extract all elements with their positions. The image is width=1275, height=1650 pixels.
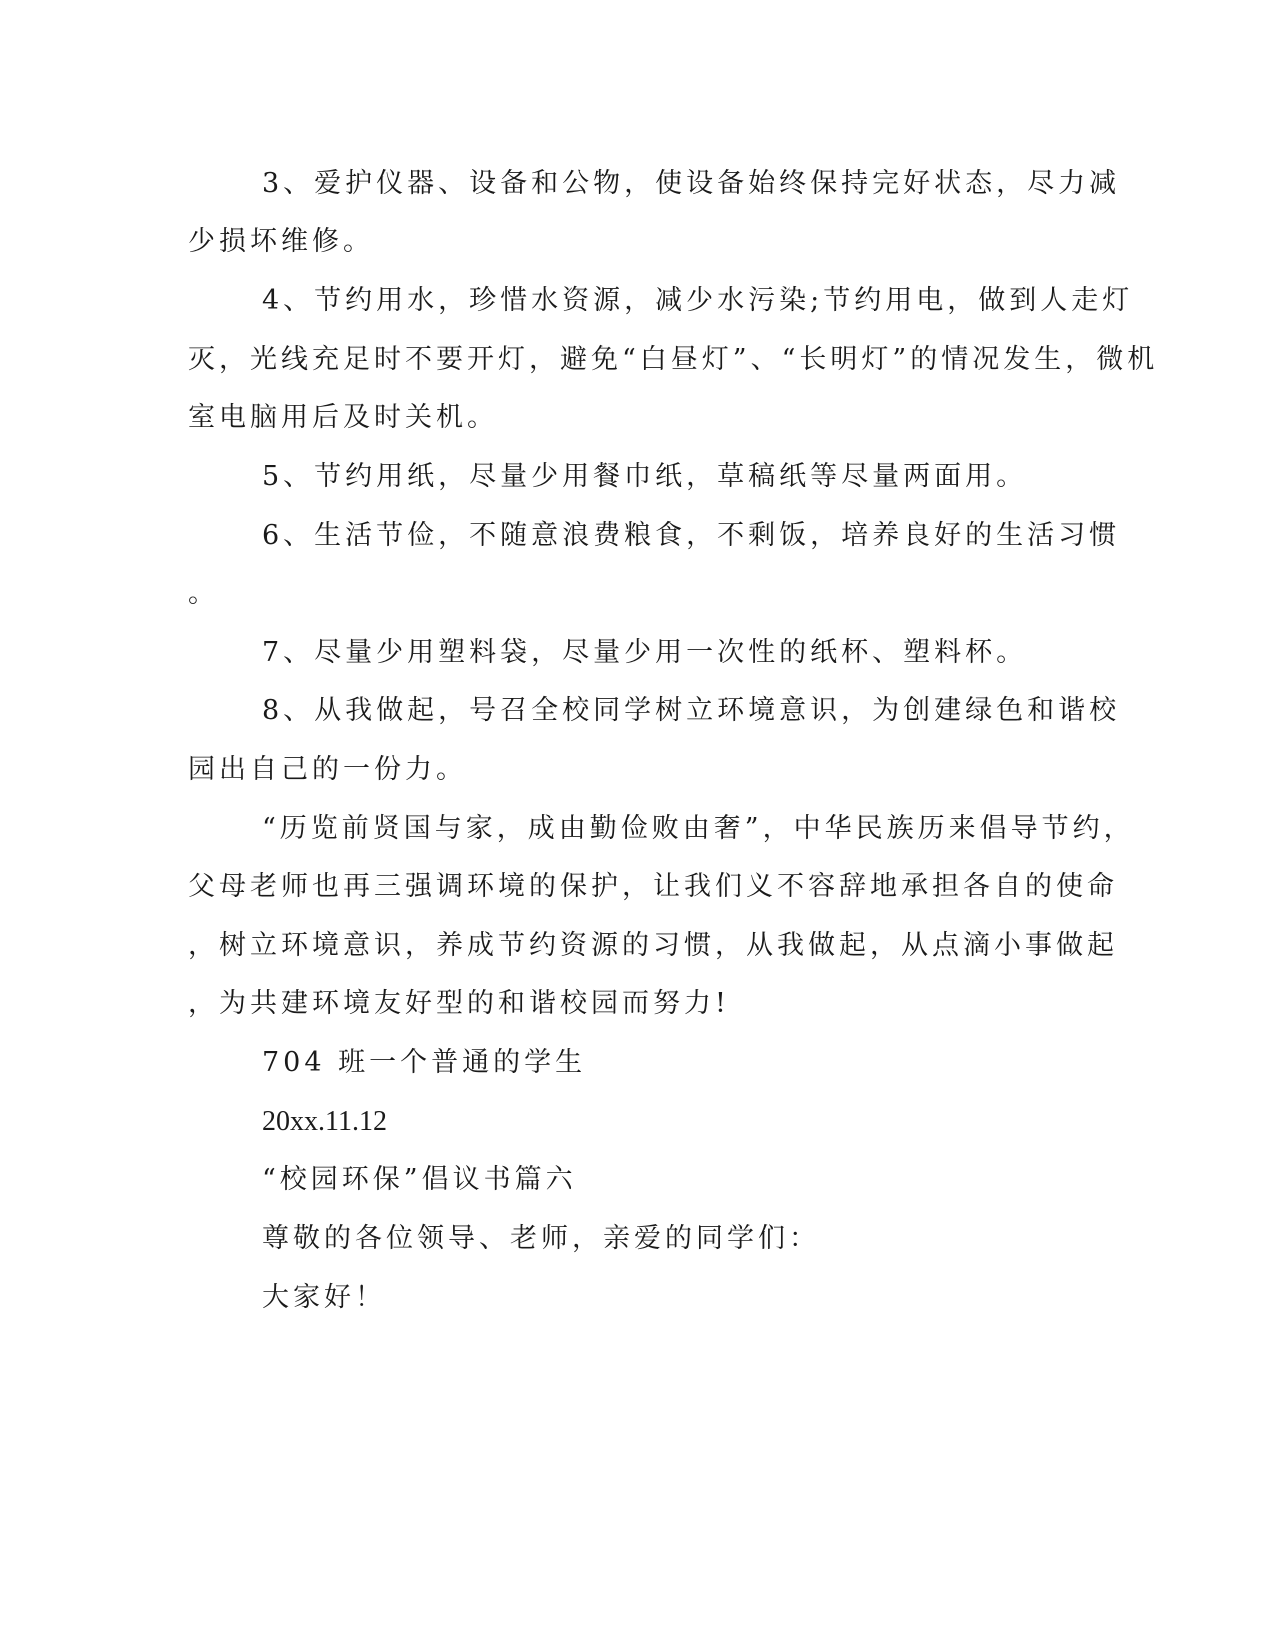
- paragraph-line: 园出自己的一份力。: [188, 754, 467, 785]
- section-title: “校园环保”倡议书篇六: [262, 1164, 577, 1195]
- paragraph-line: 室电脑用后及时关机。: [188, 402, 498, 433]
- paragraph-line: 5、节约用纸，尽量少用餐巾纸，草稿纸等尽量两面用。: [262, 461, 1028, 492]
- paragraph-line: 8、从我做起，号召全校同学树立环境意识，为创建绿色和谐校: [262, 695, 1121, 726]
- salutation-line: 尊敬的各位领导、老师，亲爱的同学们：: [262, 1223, 820, 1254]
- paragraph-line: 6、生活节俭，不随意浪费粮食，不剩饭，培养良好的生活习惯: [262, 520, 1121, 551]
- paragraph-line: 父母老师也再三强调环境的保护，让我们义不容辞地承担各自的使命: [188, 871, 1118, 902]
- paragraph-line: 7、尽量少用塑料袋，尽量少用一次性的纸杯、塑料杯。: [262, 637, 1028, 668]
- paragraph-line: 4、节约用水，珍惜水资源，减少水污染;节约用电，做到人走灯: [262, 285, 1134, 316]
- paragraph-line: 。: [188, 578, 219, 609]
- paragraph-line: ，树立环境意识，养成节约资源的习惯，从我做起，从点滴小事做起: [188, 930, 1118, 961]
- paragraph-line: 灭，光线充足时不要开灯，避免“白昼灯”、“长明灯”的情况发生，微机: [188, 344, 1159, 375]
- paragraph-line: 少损坏维修。: [188, 226, 374, 257]
- paragraph-line: ，为共建环境友好型的和谐校园而努力!: [188, 988, 730, 1019]
- paragraph-line: 3、爱护仪器、设备和公物，使设备始终保持完好状态，尽力减: [262, 168, 1121, 199]
- paragraph-line: “历览前贤国与家，成由勤俭败由奢”，中华民族历来倡导节约，: [262, 813, 1135, 844]
- signature-line: 704 班一个普通的学生: [262, 1047, 587, 1078]
- greeting-line: 大家好！: [262, 1282, 386, 1313]
- date-line: 20xx.11.12: [262, 1106, 387, 1137]
